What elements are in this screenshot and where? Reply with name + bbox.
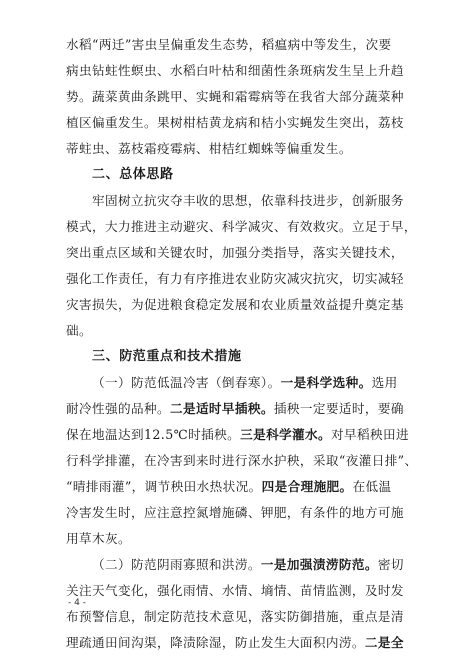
text-line: 水稻“两迁”害虫呈偏重发生态势，稻瘟病中等发生，次要 bbox=[66, 37, 392, 52]
text-run: “晴排雨灌”，调节秧田水热状况。 bbox=[66, 479, 262, 494]
text-run: 在低温 bbox=[352, 479, 392, 494]
bold-phrase: 三是科学灌水。 bbox=[240, 427, 332, 442]
bold-phrase: 四是合理施肥。 bbox=[261, 479, 353, 494]
text-run: 理疏通田间沟渠，降渍除湿，防止发生大面积内涝。 bbox=[66, 635, 365, 650]
text-run: 耐冷性强的品种。 bbox=[66, 401, 170, 416]
document-body bbox=[66, 32, 418, 656]
text-line: 灾害损失，为促进粮食稳定发展和农业质量效益提升奠定基 bbox=[66, 297, 404, 312]
text-line: 模式，大力推进主动避灾、科学减灾、有效救灾。立足于早， bbox=[66, 219, 417, 234]
text-line: 突出重点区域和关键农时，加强分类指导，落实关键技术， bbox=[66, 245, 404, 260]
bold-phrase: 一是科学选种。 bbox=[280, 375, 372, 390]
text-line: 势。蔬菜黄曲条跳甲、实蝇和霜霉病等在我省大部分蔬菜种 bbox=[66, 89, 404, 104]
text-line: 牢固树立抗灾夺丰收的思想，依靠科技进步，创新服务 bbox=[92, 193, 404, 208]
text-line: 布预警信息，制定防范技术意见，落实防御措施，重点是清 bbox=[66, 609, 404, 624]
text-line: 础。 bbox=[66, 323, 92, 338]
text-line: 冷害发生时，应注意控氮增施磷、钾肥，有条件的地方可施 bbox=[66, 505, 404, 520]
text-run: 保在地温达到12.5℃时插秧。 bbox=[66, 427, 241, 442]
text-line bbox=[66, 630, 404, 656]
text-line: 关注天气变化，强化雨情、水情、墒情、苗情监测，及时发 bbox=[66, 583, 404, 598]
text-line: 强化工作责任，有力有序推进农业防灾减灾抗灾，切实减轻 bbox=[66, 271, 404, 286]
section-heading: 二、总体思路 bbox=[92, 167, 174, 182]
text-line bbox=[66, 396, 404, 422]
text-line bbox=[66, 370, 398, 396]
text-run: 密切 bbox=[377, 557, 404, 572]
section-heading: 三、防范重点和技术措施 bbox=[92, 349, 242, 364]
text-line: 植区偏重发生。果树柑桔黄龙病和桔小实蝇发生突出，荔枝 bbox=[66, 115, 404, 130]
text-line bbox=[66, 422, 410, 448]
bold-phrase: 二是全 bbox=[364, 635, 404, 650]
text-line bbox=[66, 552, 404, 578]
text-run: 对早稻秧田进 bbox=[331, 427, 410, 442]
bold-phrase: 一是加强渍涝防范。 bbox=[260, 557, 378, 572]
text-line: 行科学排灌，在冷害到来时进行深水护秧，采取“夜灌日排”、 bbox=[66, 453, 418, 468]
text-line: 病虫钻蛀性螟虫、水稻白叶枯和细菌性条斑病发生呈上升趋 bbox=[66, 63, 404, 78]
text-line: 用草木灰。 bbox=[66, 531, 131, 546]
bold-phrase: 二是适时早插秧。 bbox=[169, 401, 274, 416]
text-run: 选用 bbox=[371, 375, 398, 390]
text-line: 蒂蛀虫、荔枝霜疫霉病、柑桔红蜘蛛等偏重发生。 bbox=[66, 141, 352, 156]
page-number: - 4 - bbox=[68, 598, 86, 608]
subsection-lead: （一）防范低温冷害（倒春寒）。 bbox=[92, 375, 281, 390]
text-run: 插秧一定要适时，要确 bbox=[273, 401, 404, 416]
subsection-lead: （二）防范阴雨寡照和洪涝。 bbox=[92, 557, 261, 572]
text-line bbox=[66, 474, 392, 500]
